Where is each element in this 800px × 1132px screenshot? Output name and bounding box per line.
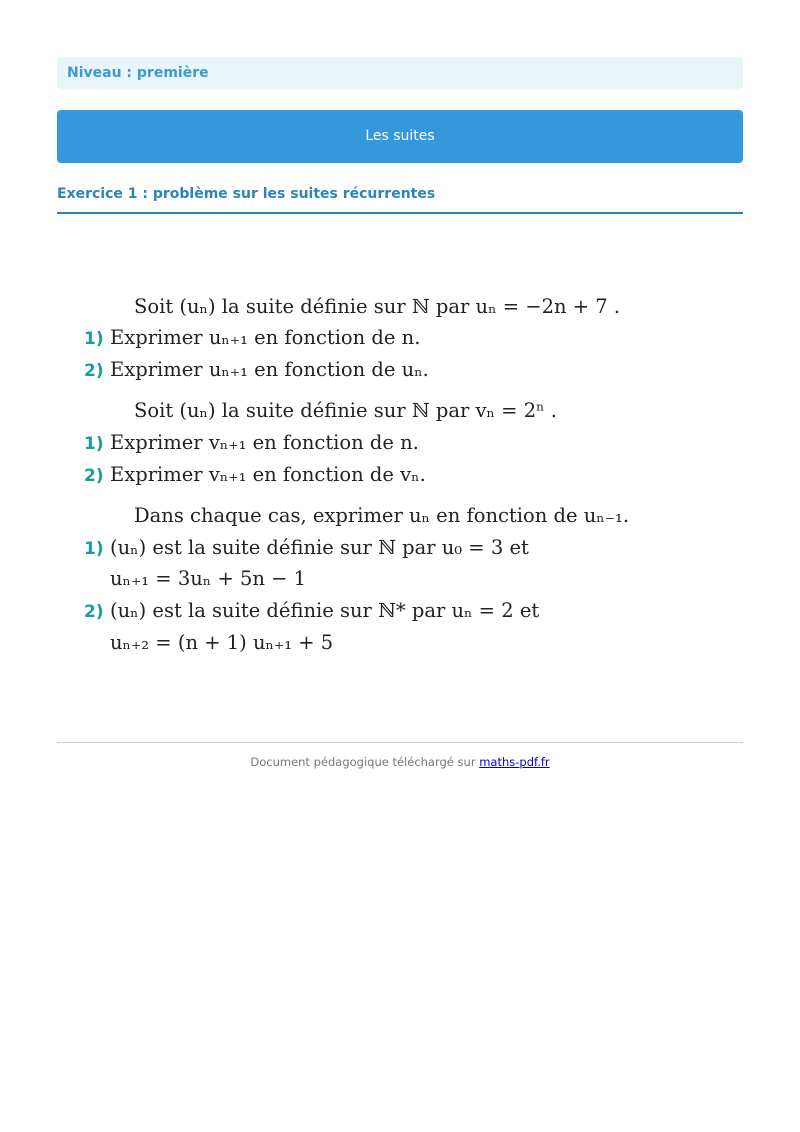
part-b-item-1: [57, 432, 770, 455]
part-b-item-2: [57, 464, 770, 487]
part-b-intro: Soit (uₙ) la suite définie sur ℕ par vₙ = 2ⁿ .: [134, 399, 557, 422]
item-text: (uₙ) est la suite définie sur ℕ par u₀ = 3 et: [110, 536, 529, 559]
part-c-item-2: [57, 600, 770, 623]
item-number: 2): [84, 361, 104, 381]
part-a-intro: Soit (uₙ) la suite définie sur ℕ par uₙ = −2n + 7 .: [134, 295, 621, 318]
item-number: 1): [84, 434, 104, 454]
footer: [57, 755, 743, 769]
level-label: Niveau : première: [57, 57, 743, 89]
part-a-item-2: [57, 359, 770, 382]
item-number: 1): [84, 329, 104, 349]
item-text: Exprimer uₙ₊₁ en fonction de uₙ.: [110, 358, 429, 381]
part-c-item-1-formula: uₙ₊₁ = 3uₙ + 5n − 1: [110, 567, 307, 590]
item-text: (uₙ) est la suite définie sur ℕ* par uₙ = 2 et: [110, 599, 540, 622]
item-text: Exprimer vₙ₊₁ en fonction de vₙ.: [110, 463, 426, 486]
part-a-item-1: [57, 327, 770, 350]
footer-text: Document pédagogique téléchargé sur: [250, 755, 476, 769]
footer-link[interactable]: maths-pdf.fr: [479, 755, 550, 769]
item-number: 1): [84, 539, 104, 559]
part-c-item-2-formula: uₙ₊₂ = (n + 1) uₙ₊₁ + 5: [110, 631, 334, 654]
page-title: Les suites: [57, 110, 743, 163]
exercise-heading: Exercice 1 : problème sur les suites récurrentes: [57, 186, 743, 214]
item-number: 2): [84, 466, 104, 486]
part-c-intro: Dans chaque cas, exprimer uₙ en fonction de uₙ₋₁.: [134, 504, 630, 527]
item-number: 2): [84, 602, 104, 622]
footer-divider: [57, 742, 743, 743]
part-c-item-1: [57, 537, 770, 560]
item-text: Exprimer uₙ₊₁ en fonction de n.: [110, 326, 421, 349]
item-text: Exprimer vₙ₊₁ en fonction de n.: [110, 431, 419, 454]
